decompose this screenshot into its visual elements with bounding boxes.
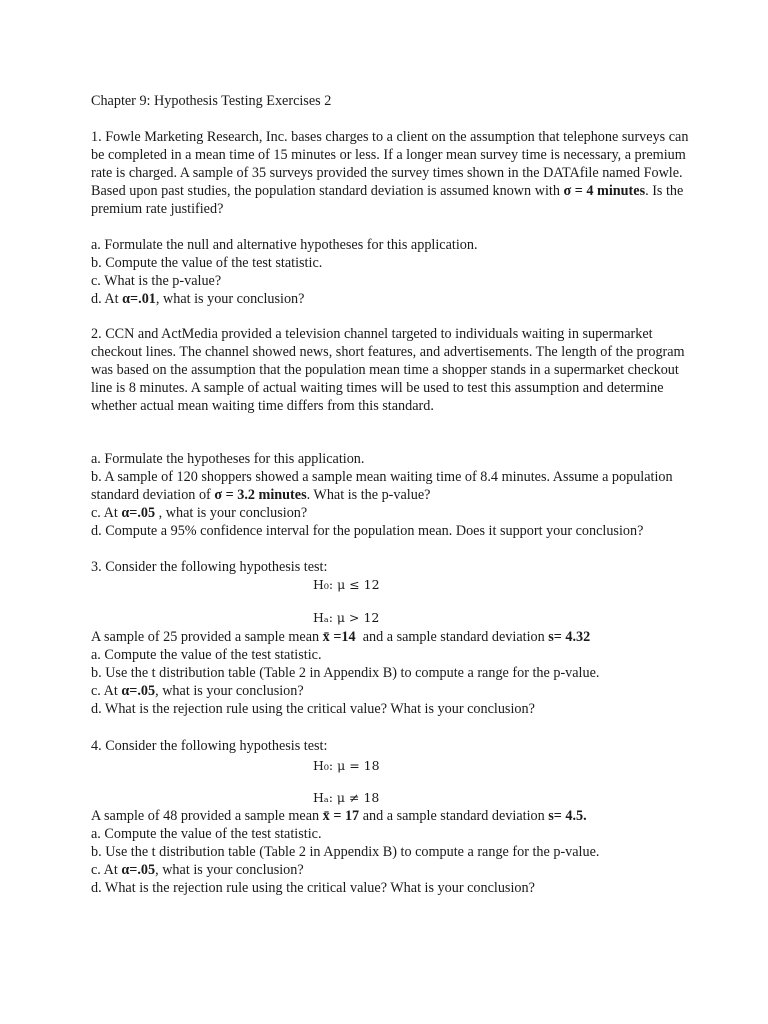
- q3-c-post: , what is your conclusion?: [155, 683, 304, 699]
- q1-part-a: a. Formulate the null and alternative hypotheses for this application.: [91, 237, 478, 253]
- q4-part-c: [91, 861, 691, 879]
- q4-intro: 4. Consider the following hypothesis test:: [91, 738, 328, 754]
- q1-part-d: [91, 290, 691, 308]
- q1-d-pre: d. At: [91, 291, 123, 307]
- q3-null-hypothesis: H₀: μ ≤ 12: [313, 577, 380, 592]
- q3-alt-hypothesis: Hₐ: μ > 12: [313, 610, 380, 625]
- q3-sample: [91, 628, 691, 646]
- q2-part-d: d. Compute a 95% confidence interval for the population mean. Does it support your conclusion?: [91, 523, 644, 539]
- q1-text-a: 1. Fowle Marketing Research, Inc. bases charges to a client on the assumption that telephone surveys can be completed in a mean time of 15 minutes or less. If a longer mean survey time is necessary, a premium rate is charged. A sample of 35 surveys provided the survey times shown in the DATAfile named Fowle. Based upon past studies, the population standard deviation is assumed known with: [91, 129, 692, 199]
- q1-part-b: b. Compute the value of the test statistic.: [91, 255, 323, 271]
- q3-sample-pre: A sample of 25 provided a sample mean: [91, 629, 323, 645]
- q2-c-post: , what is your conclusion?: [155, 505, 308, 521]
- q2-part-c: [91, 504, 691, 522]
- q4-c-alpha: α=.05: [121, 862, 156, 878]
- q2-b-sigma: σ = 3.2 minutes: [214, 487, 307, 503]
- q2-c-pre: c. At: [91, 505, 122, 521]
- q4-sample-mean: x̄ = 17: [322, 808, 360, 824]
- q4-c-pre: c. At: [91, 862, 122, 878]
- q2-text: 2. CCN and ActMedia provided a television channel targeted to individuals waiting in supermarket checkout lines. The channel showed news, short features, and advertisements. The length of the program was based on the assumption that the population mean time a shopper stands in a supermarket checkout line is 8 minutes. A sample of actual waiting times will be used to test this assumption and determine whether actual mean waiting time differs from this standard.: [91, 326, 689, 414]
- q3-part-a: a. Compute the value of the test statistic.: [91, 647, 322, 663]
- q3-sample-mid: and a sample standard deviation: [355, 629, 549, 645]
- q4-null-hypothesis: H₀: μ = 18: [313, 758, 380, 773]
- q2-part-b: [91, 468, 691, 504]
- q2-part-a: a. Formulate the hypotheses for this application.: [91, 451, 365, 467]
- q4-sample-pre: A sample of 48 provided a sample mean: [91, 808, 323, 824]
- q4-sample-sd: s= 4.5.: [548, 808, 587, 824]
- q4-sample: [91, 807, 691, 825]
- q4-part-d: d. What is the rejection rule using the critical value? What is your conclusion?: [91, 880, 535, 896]
- q3-parts: [91, 628, 691, 718]
- q4-c-post: , what is your conclusion?: [155, 862, 304, 878]
- q4-part-b: b. Use the t distribution table (Table 2 in Appendix B) to compute a range for the p-value.: [91, 844, 600, 860]
- q1-text: [91, 128, 691, 218]
- q1-text-b: . Is the premium rate justified?: [91, 183, 687, 217]
- q3-sample-mean: x̄ =14: [322, 629, 356, 645]
- q1-d-post: , what is your conclusion?: [155, 291, 305, 307]
- page-title: Chapter 9: Hypothesis Testing Exercises 2: [91, 93, 332, 109]
- q3-c-alpha: α=.05: [121, 683, 156, 699]
- q3-part-b: b. Use the t distribution table (Table 2 in Appendix B) to compute a range for the p-value.: [91, 665, 600, 681]
- q4-alt-hypothesis: Hₐ: μ ≠ 18: [313, 790, 380, 805]
- q2-b-post: . What is the p-value?: [306, 487, 431, 503]
- q1-d-alpha: α=.01: [122, 291, 156, 307]
- q1-parts: [91, 236, 691, 308]
- q3-part-d: d. What is the rejection rule using the critical value? What is your conclusion?: [91, 701, 535, 717]
- q2-c-alpha: α=.05: [121, 505, 156, 521]
- q4-sample-mid: and a sample standard deviation: [359, 808, 549, 824]
- q3-c-pre: c. At: [91, 683, 122, 699]
- q3-part-c: [91, 682, 691, 700]
- q1-sigma: σ = 4 minutes: [563, 183, 646, 199]
- q3-sample-sd: s= 4.32: [548, 629, 591, 645]
- q1-part-c: c. What is the p-value?: [91, 273, 222, 289]
- q3-intro: 3. Consider the following hypothesis test:: [91, 559, 328, 575]
- q2-parts: [91, 450, 691, 540]
- q4-parts: [91, 807, 691, 897]
- q2-b-pre: b. A sample of 120 shoppers showed a sample mean waiting time of 8.4 minutes. Assume a population standard deviation of: [91, 469, 677, 503]
- q4-part-a: a. Compute the value of the test statistic.: [91, 826, 322, 842]
